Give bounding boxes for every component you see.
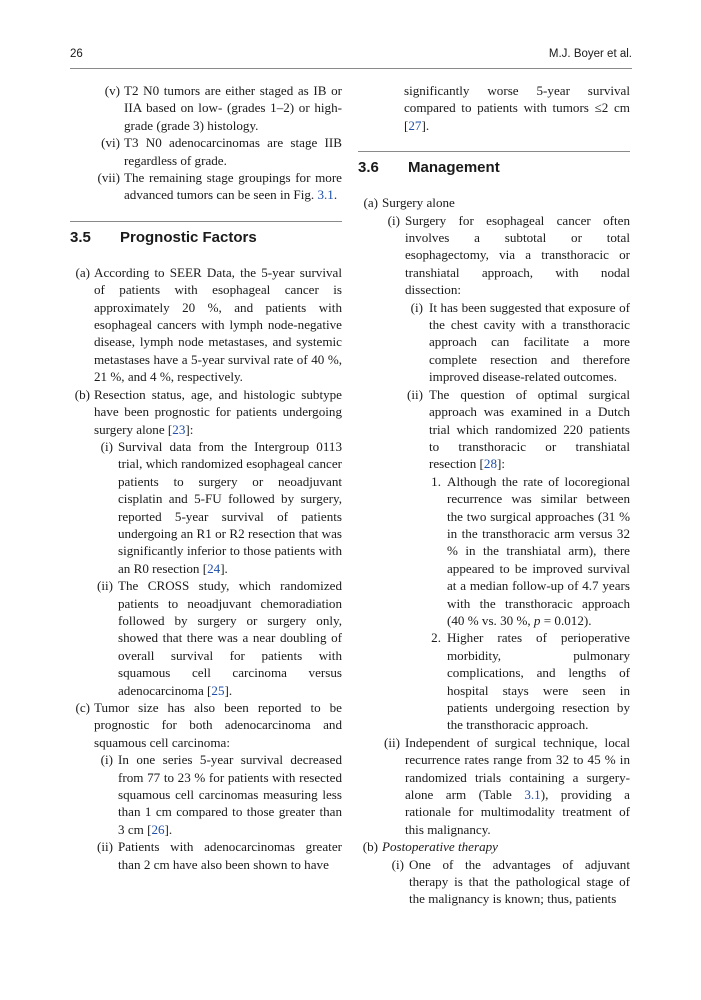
list-label: (i) [391, 856, 404, 872]
list-item-a-i [358, 212, 630, 299]
list-text [404, 82, 630, 134]
section-rule [70, 221, 342, 222]
running-author: M.J. Boyer et al. [548, 48, 632, 60]
list-item-c [70, 699, 342, 751]
section-rule [358, 151, 630, 152]
list-label: (vii) [97, 170, 120, 186]
list-item-b-i [358, 856, 630, 908]
list-label: (ii) [384, 734, 400, 750]
text-run: The question of optimal surgical approach was examined in a Dutch trial which randomized 220 patients to transthoracic or transhiatal resection [ [429, 386, 630, 472]
list-item-a [70, 264, 342, 386]
section-title: Management [408, 159, 500, 177]
list-text: Postoperative therapy [382, 839, 498, 855]
list-item-a-ii [358, 734, 630, 838]
list-text: Tumor size has also been reported to be prognostic for both adenocarcinoma and squamous cell carcinoma: [94, 700, 342, 750]
list-text [118, 577, 342, 699]
text-run: = 0.012). [540, 612, 592, 628]
list-item-b-i [70, 438, 342, 577]
list-label: (a) [363, 195, 378, 211]
list-text: Patients with adenocarcinomas greater than 2 cm have also been shown to have [118, 839, 342, 872]
text-run: Resection status, age, and histologic subtype have been prognostic for patients undergoing surgery alone [ [94, 386, 342, 437]
list-item-a-i-ii [358, 386, 630, 473]
list-label: 2. [431, 630, 441, 646]
citation-link[interactable]: 26 [151, 821, 165, 837]
running-header [70, 46, 632, 69]
list-label: (i) [387, 212, 400, 228]
list-text [429, 386, 630, 473]
list-item-b [358, 838, 630, 855]
list-text [124, 169, 342, 204]
text-run: ]. [220, 560, 228, 576]
list-text [118, 438, 342, 577]
citation-link[interactable]: 28 [483, 456, 497, 472]
list-text: It has been suggested that exposure of the chest cavity with a transthoracic approach can facilitate a more complete resection and therefore improved disease-related outcomes. [429, 299, 630, 385]
list-item-c-i [70, 751, 342, 838]
list-text: One of the advantages of adjuvant therapy is that the pathological stage of the malignancy is known; thus, patients [409, 856, 630, 907]
page-number: 26 [70, 48, 83, 60]
list-text: Surgery alone [382, 195, 455, 211]
list-label: (vi) [101, 135, 120, 151]
list-text: T3 N0 adenocarcinomas are stage IIB regardless of grade. [124, 135, 342, 168]
text-run: significantly worse 5-year survival compared to patients with tumors ≤2 cm [ [404, 83, 630, 133]
list-item-a-i-i [358, 299, 630, 386]
list-text [447, 473, 630, 630]
list-text: Higher rates of perioperative morbidity, pulmonary complications, and lengths of hospital stays were seen in patients undergoing resection by the transthoracic approach. [447, 630, 630, 733]
list-text [118, 751, 342, 838]
text-run: ), providing a rationale for multimodality treatment of this malignancy. [405, 787, 630, 837]
list-label: (i) [410, 299, 423, 315]
list-item-b-ii [70, 577, 342, 699]
list-label: (i) [100, 438, 113, 454]
text-run: ]. [421, 117, 430, 133]
text-run: The remaining stage groupings for more advanced tumors can be seen in Fig. [124, 170, 342, 203]
list-label: (a) [75, 264, 90, 280]
continued-paragraph [358, 82, 630, 134]
list-label: (ii) [97, 839, 113, 855]
right-column [358, 82, 630, 908]
list-label: (i) [100, 752, 113, 768]
figure-link[interactable]: 3.1 [317, 187, 334, 203]
list-label: (ii) [97, 578, 113, 594]
list-item-v [70, 82, 342, 134]
citation-link[interactable]: 23 [172, 421, 186, 437]
section-heading [70, 228, 342, 248]
list-label: 1. [431, 473, 441, 489]
text-run: The CROSS study, which randomized patients to neoadjuvant chemoradiation followed by surgery or surgery only, showed that there was a near doubling of overall survival for patients with squamous cell carcinoma versus adenocarcinoma [ [118, 578, 342, 698]
list-text: Surgery for esophageal cancer often involves a subtotal or total esophagectomy, via a transthoracic or transhiatal approach, with nodal dissection: [405, 212, 630, 298]
text-run: ]: [185, 421, 194, 437]
text-run: In one series 5-year survival decreased from 77 to 23 % for patients with resected squamous cell carcinomas measuring less than 1 cm compared to those greater than 3 cm [ [118, 752, 342, 837]
left-column [70, 82, 342, 873]
list-label: (b) [362, 839, 378, 855]
list-item-c-ii [70, 838, 342, 873]
section-heading [358, 158, 630, 178]
list-text [405, 734, 630, 838]
section-number: 3.5 [70, 228, 91, 246]
text-run: . [333, 187, 338, 203]
list-item-vi [70, 134, 342, 169]
list-text: T2 N0 tumors are either staged as IB or IIA based on low- (grades 1–2) or high-grade (grade 3) histology. [124, 83, 342, 133]
citation-link[interactable]: 27 [408, 117, 422, 133]
list-label: (b) [74, 386, 90, 402]
list-item-vii [70, 169, 342, 204]
text-run: Survival data from the Intergroup 0113 trial, which randomized esophageal cancer patients to surgery or neoadjuvant cisplatin and 5-FU followed by surgery, reported 5-year survival of patients undergoing an R1 or R2 resection that was significantly inferior to those patients with an R0 resection [ [118, 438, 342, 576]
list-item-1 [358, 473, 630, 630]
list-text: According to SEER Data, the 5-year survival of patients with esophageal cancer is approximately 20 %, and patients with esophageal cancers with lymph node-negative disease, lymph node metastases, and systemic metastases have a 5-year survival rate of 40 %, 21 %, and 4 %, respectively. [94, 264, 342, 385]
p-symbol: p [533, 612, 541, 628]
text-run: Although the rate of locoregional recurrence was similar between the two surgical approaches (31 % in the transthoracic arm versus 32 % in the transhiatal arm), there appeared to be improved survival at a median follow-up of 4.7 years with the transthoracic approach (40 % vs. 30 %, [447, 473, 630, 628]
text-run: ]. [224, 682, 233, 698]
text-run: Independent of surgical technique, local recurrence rates range from 32 to 45 % in randomized trials containing a surgery-alone arm (Table [405, 734, 630, 803]
list-label: (c) [75, 700, 90, 715]
section-title: Prognostic Factors [120, 228, 257, 246]
citation-link[interactable]: 24 [207, 560, 221, 576]
list-label: (ii) [407, 386, 423, 402]
text-run: ]. [164, 821, 173, 837]
citation-link[interactable]: 25 [211, 682, 225, 698]
table-link[interactable]: 3.1 [524, 787, 541, 803]
list-item-a [358, 194, 630, 211]
section-number: 3.6 [358, 159, 379, 177]
list-item-b [70, 386, 342, 438]
list-item-2 [358, 629, 630, 733]
list-label: (v) [104, 83, 120, 98]
list-text [94, 386, 342, 438]
text-run: ]: [497, 456, 505, 472]
